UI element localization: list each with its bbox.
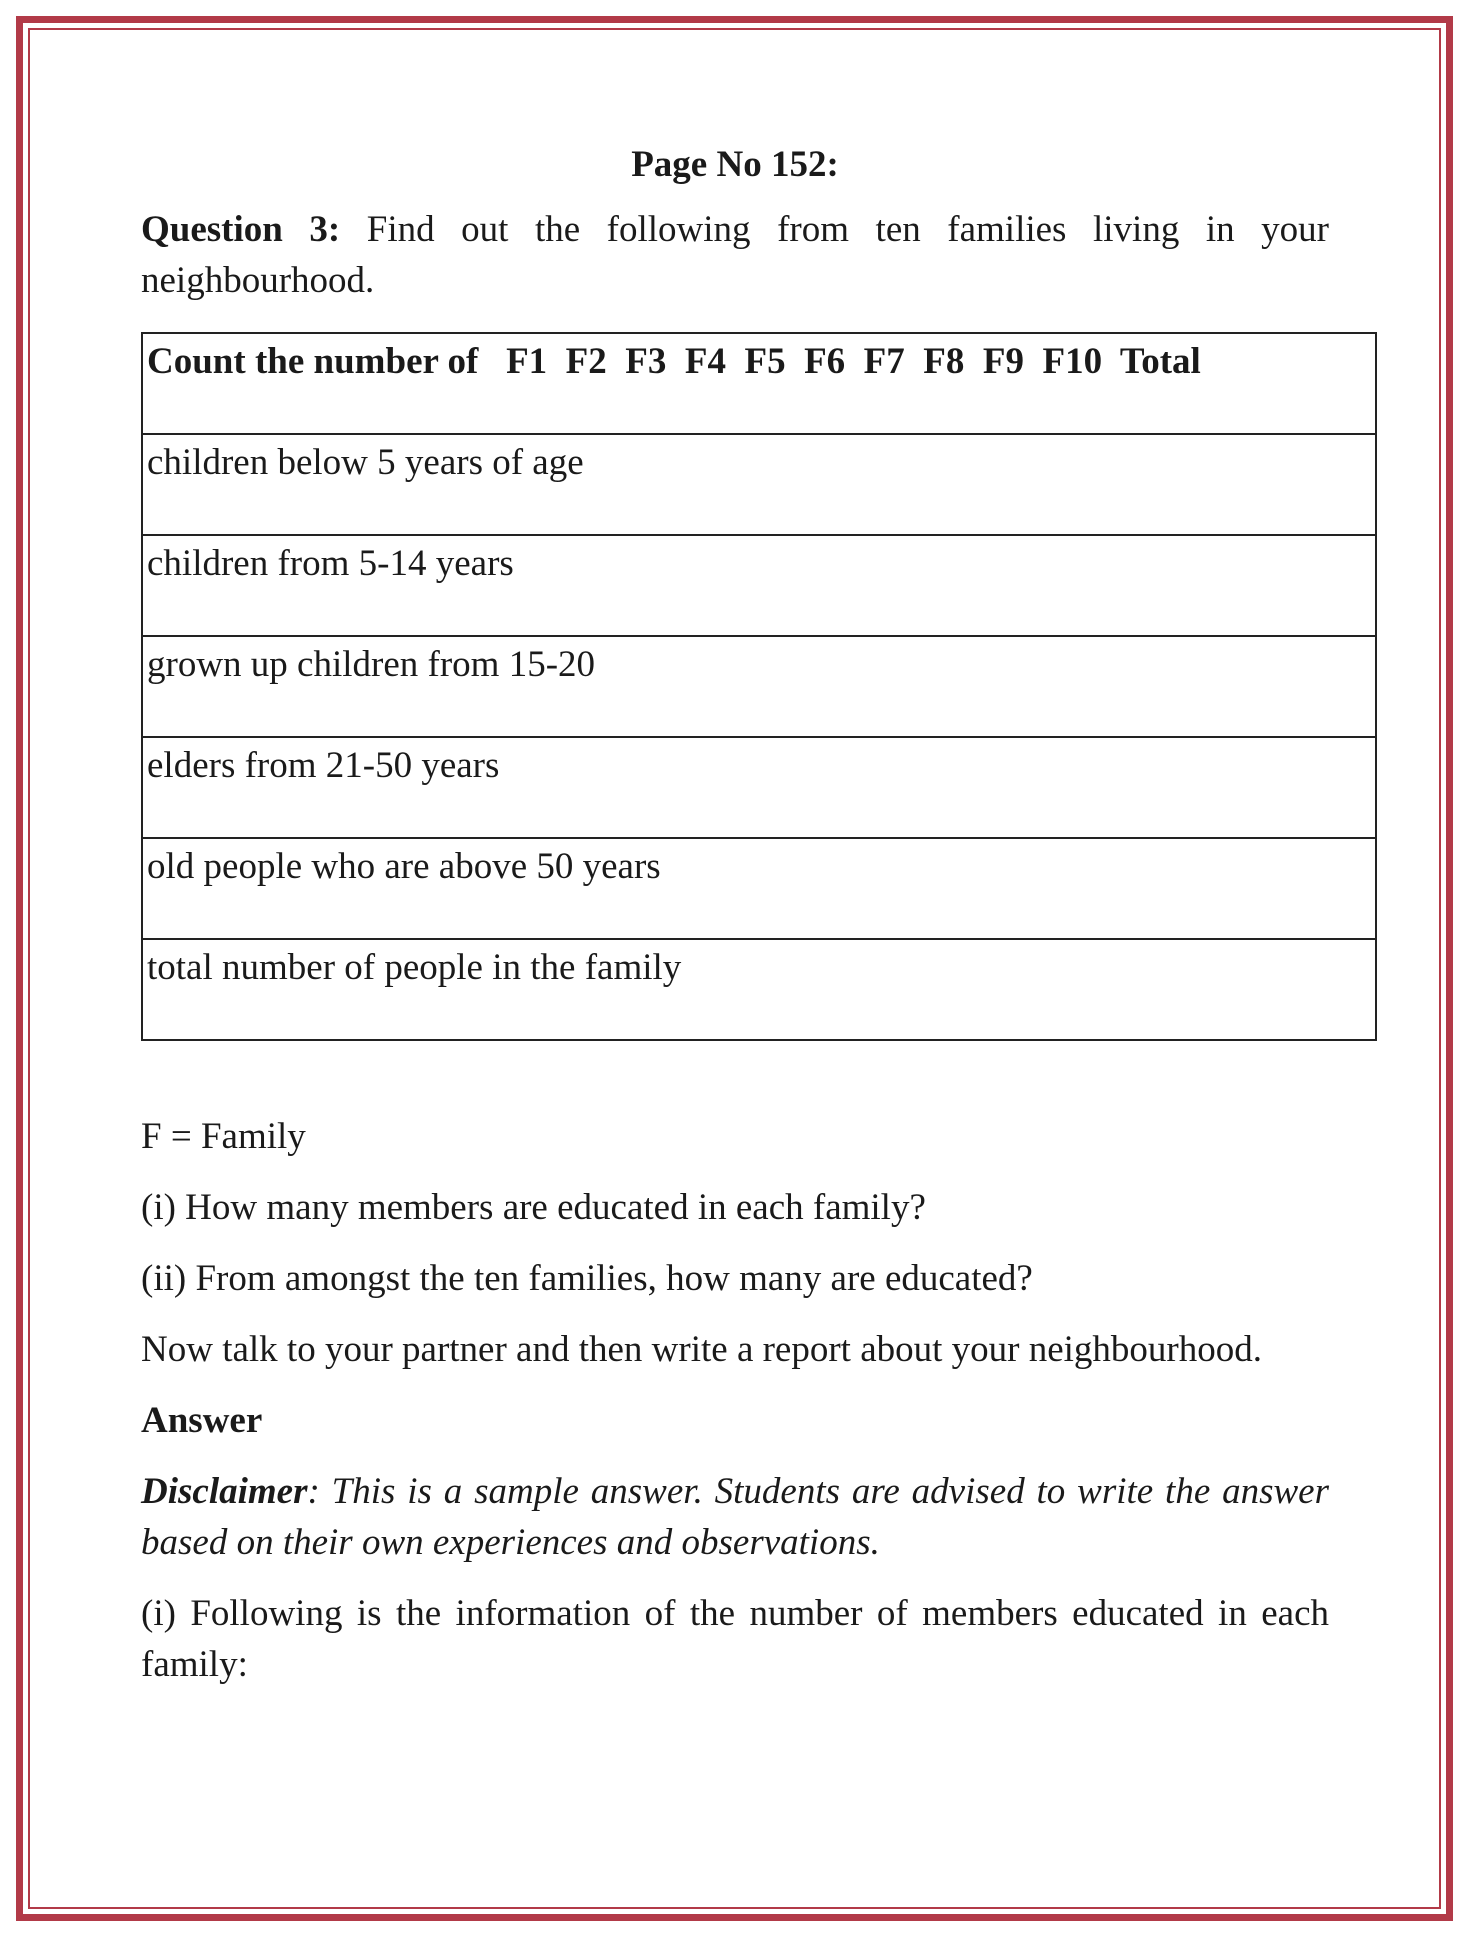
table-cell: elders from 21-50 years <box>142 737 1376 838</box>
table-cell: children from 5-14 years <box>142 535 1376 636</box>
page-content <box>141 140 1329 1710</box>
table-row <box>142 636 1376 737</box>
table-header-row <box>142 333 1376 434</box>
table-row <box>142 434 1376 535</box>
table-row <box>142 535 1376 636</box>
page-title: Page No 152: <box>631 144 839 185</box>
answer-heading: Answer <box>141 1400 263 1441</box>
disclaimer-paragraph <box>141 1466 1329 1568</box>
disclaimer-text: : This is a sample answer. Students are advised to write the answer based on their own experiences and observations. <box>141 1471 1329 1563</box>
table-row <box>142 838 1376 939</box>
table-header-cell: Count the number of F1 F2 F3 F4 F5 F6 F7 F8 F9 F10 Total <box>142 333 1376 434</box>
answer-text: (i) Following is the information of the number of members educated in each family: <box>141 1593 1329 1685</box>
table-cell: total number of people in the family <box>142 939 1376 1040</box>
table-row <box>142 737 1376 838</box>
table-cell: old people who are above 50 years <box>142 838 1376 939</box>
sub-question-1: (i) How many members are educated in each family? <box>141 1187 926 1228</box>
table-cell: children below 5 years of age <box>142 434 1376 535</box>
disclaimer-label: Disclaimer <box>141 1471 308 1512</box>
table-cell: grown up children from 15-20 <box>142 636 1376 737</box>
question-label: Question 3: <box>141 209 341 250</box>
questions-section <box>141 1111 1329 1690</box>
question-paragraph <box>141 204 1329 306</box>
sub-question-2: (ii) From amongst the ten families, how many are educated? <box>141 1258 1033 1299</box>
table-row <box>142 939 1376 1040</box>
family-legend: F = Family <box>141 1116 306 1157</box>
family-count-table <box>141 332 1377 1041</box>
question-text: Find out the following from ten families living in your neighbourhood. <box>141 209 1329 301</box>
instruction-text: Now talk to your partner and then write a report about your neighbourhood. <box>141 1329 1263 1370</box>
